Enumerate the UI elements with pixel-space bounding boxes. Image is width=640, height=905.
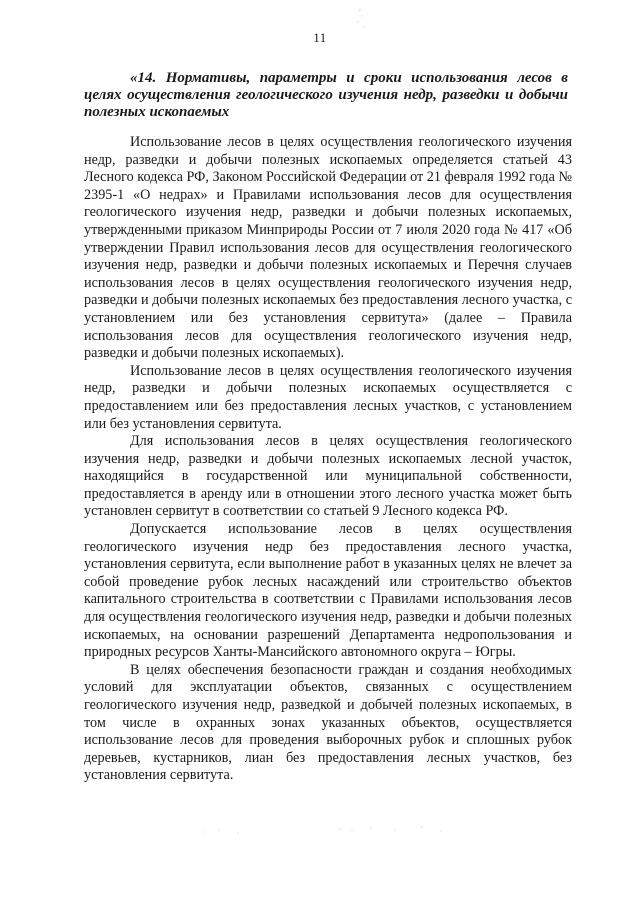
body-text [84,134,572,785]
section-heading: «14. Нормативы, параметры и сроки использования лесов в целях осуществления геологического изучения недр, разведки и добычи полезных ископаемых [84,70,568,120]
page-number: 11 [313,30,327,45]
paragraph: Использование лесов в целях осуществления геологического изучения недр, разведки и добычи полезных ископаемых осуществляется с предоставлением или без предоставления лесных участков, с установлением или без установления сервитута. [84,362,572,432]
paragraph: Для использования лесов в целях осуществления геологического изучения недр, разведки и добычи полезных ископаемых лесной участок, находящийся в государственной или муниципальной собственности, предоставляется в аренду или в отношении этого лесного участка может быть установлен сервитут в соответствии со статьей 9 Лесного кодекса РФ. [84,433,572,520]
paragraph: В целях обеспечения безопасности граждан и создания необходимых условий для эксплуатации объектов, связанных с осуществлением геологического изучения недр, разведкой и добычей полезных ископаемых, в том числе в охранных зонах указанных объектов, осуществляется использование лесов для проведения выборочных рубок и сплошных рубок деревьев, кустарников, лиан без предоставления лесных участков, без установления сервитута. [84,661,572,784]
paragraph: Использование лесов в целях осуществления геологического изучения недр, разведки и добычи полезных ископаемых определяется статьей 43 Лесного кодекса РФ, Законом Российской Федерации от 21 февраля 1992 года № 2395-1 «О недрах» и Правилами использования лесов для осуществления геологического изучения недр, разведки и добычи полезных ископаемых, утвержденными приказом Минприроды России от 7 июля 2020 года № 417 «Об утверждении Правил использования лесов для осуществления геологического изучения недр, разведки и добычи полезных ископаемых и Перечня случаев использования лесов в целях осуществления геологического изучения недр, разведки и добычи полезных ископаемых без предоставления лесного участка, с установлением или без установления сервитута» (далее – Правила использования лесов для осуществления геологического изучения недр, разведки и добычи полезных ископаемых). [84,134,572,362]
paragraph: Допускается использование лесов в целях осуществления геологического изучения недр без предоставления лесного участка, установления сервитута, если выполнение работ в указанных целях не влечет за собой проведение рубок лесных насаждений или строительство объектов капитального строительства в соответствии с Правилами использования лесов для осуществления геологического изучения недр, разведки и добычи полезных ископаемых, на основании разрешений Департамента недропользования и природных ресурсов Ханты-Мансийского автономного округа – Югры. [84,521,572,661]
